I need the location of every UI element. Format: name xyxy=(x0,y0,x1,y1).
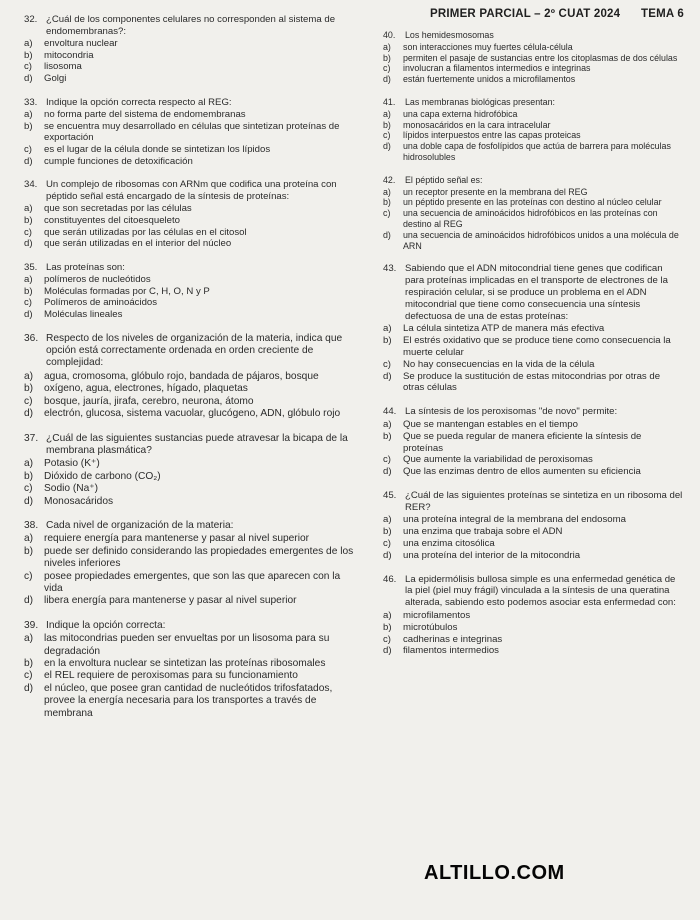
option-text: microfilamentos xyxy=(403,610,471,622)
question-item xyxy=(383,406,683,478)
question-stem xyxy=(383,574,683,609)
option-item xyxy=(383,197,683,208)
option-item xyxy=(383,454,683,466)
option-letter: c) xyxy=(383,358,391,370)
option-letter: b) xyxy=(24,214,33,226)
option-letter: c) xyxy=(383,130,391,141)
option-text: una enzima que trabaja sobre el ADN xyxy=(403,526,563,538)
option-text: un receptor presente en la membrana del REG xyxy=(403,186,588,197)
question-item xyxy=(24,333,356,421)
option-letter: a) xyxy=(24,109,33,121)
question-stem xyxy=(24,520,356,532)
option-item xyxy=(383,335,683,359)
question-number: 36. xyxy=(24,332,39,344)
option-text: Que se mantengan estables en el tiempo xyxy=(403,418,578,430)
option-item xyxy=(24,227,356,239)
option-item xyxy=(24,670,356,682)
option-item xyxy=(383,538,683,550)
question-stem xyxy=(383,97,683,108)
option-item xyxy=(24,274,356,286)
option-item xyxy=(24,156,356,168)
option-text: Monosacáridos xyxy=(44,495,114,507)
question-item xyxy=(383,97,683,163)
option-text: una secuencia de aminoácidos hidrofóbicos en las proteínas con destino al REG xyxy=(403,208,658,229)
question-item xyxy=(24,620,356,720)
option-letter: b) xyxy=(24,658,34,669)
option-letter: b) xyxy=(383,335,392,347)
option-item xyxy=(383,53,683,64)
question-text: ¿Cuál de las siguientes proteínas se sintetiza en un ribosoma del RER? xyxy=(405,489,683,513)
option-item xyxy=(383,42,683,53)
option-item xyxy=(24,215,356,227)
question-number: 32. xyxy=(24,14,38,25)
option-item xyxy=(383,466,683,478)
question-item xyxy=(24,179,356,250)
option-text: lisosoma xyxy=(44,61,82,73)
option-item xyxy=(383,208,683,230)
option-letter: a) xyxy=(24,633,34,645)
question-text: Un complejo de ribosomas con ARNm que codifica una proteína con péptido señal está encargado de la síntesis de proteínas: xyxy=(46,179,337,202)
option-letter: c) xyxy=(24,61,32,73)
option-letter: b) xyxy=(24,545,34,557)
option-letter: b) xyxy=(24,470,34,482)
question-number: 33. xyxy=(24,96,38,108)
option-text: posee propiedades emergentes, que son las que aparecen con la vida xyxy=(44,570,341,594)
question-number: 34. xyxy=(24,179,38,191)
option-text: constituyentes del citoesqueleto xyxy=(44,214,180,226)
option-item xyxy=(24,61,356,73)
option-item xyxy=(24,73,356,85)
option-list xyxy=(383,109,683,163)
question-number: 39. xyxy=(24,619,39,631)
option-item xyxy=(24,371,356,383)
option-letter: a) xyxy=(24,38,33,50)
option-list xyxy=(383,42,683,85)
option-list xyxy=(383,610,683,657)
option-list xyxy=(383,323,683,394)
option-item xyxy=(24,471,356,483)
option-item xyxy=(383,622,683,634)
option-text: las mitocondrias pueden ser envueltas por un lisosoma para su degradación xyxy=(44,633,330,657)
option-letter: c) xyxy=(24,143,32,155)
option-text: una enzima citosólica xyxy=(403,538,495,550)
question-number: 42. xyxy=(383,174,396,185)
option-text: el REL requiere de peroxisomas para su funcionamiento xyxy=(44,670,298,682)
option-letter: a) xyxy=(383,41,391,52)
option-item xyxy=(24,238,356,250)
question-stem xyxy=(24,14,356,37)
option-text: mitocondria xyxy=(44,49,94,61)
question-item xyxy=(383,175,683,252)
option-list xyxy=(24,633,356,720)
option-item xyxy=(24,396,356,408)
question-stem xyxy=(383,490,683,514)
question-number: 44. xyxy=(383,406,397,418)
option-item xyxy=(383,120,683,131)
question-stem xyxy=(24,262,356,274)
option-text: no forma parte del sistema de endomembranas xyxy=(44,109,246,121)
option-letter: c) xyxy=(24,483,33,495)
question-stem xyxy=(383,263,683,322)
right-column xyxy=(383,30,683,669)
option-item xyxy=(24,658,356,670)
option-item xyxy=(383,514,683,526)
option-item xyxy=(383,634,683,646)
question-stem xyxy=(383,175,683,186)
option-letter: c) xyxy=(383,538,391,550)
option-text: No hay consecuencias en la vida de la célula xyxy=(403,358,595,370)
option-letter: a) xyxy=(383,514,392,526)
question-stem xyxy=(383,406,683,418)
option-letter: b) xyxy=(24,49,33,61)
option-text: que serán utilizadas por las células en el citosol xyxy=(44,226,247,238)
question-number: 41. xyxy=(383,96,396,107)
option-text: Golgi xyxy=(44,72,67,84)
option-letter: d) xyxy=(383,645,392,657)
question-text: ¿Cuál de los componentes celulares no corresponden al sistema de endomembranas?: xyxy=(46,14,336,37)
option-text: una capa externa hidrofóbica xyxy=(403,108,518,119)
question-number: 46. xyxy=(383,573,397,585)
option-item xyxy=(383,187,683,198)
option-letter: b) xyxy=(24,120,33,132)
question-text: Las membranas biológicas presentan: xyxy=(405,96,555,107)
option-letter: d) xyxy=(24,309,33,321)
question-text: Indique la opción correcta respecto al REG: xyxy=(46,96,232,108)
option-text: Se produce la sustitución de estas mitocondrias por otras de otras células xyxy=(403,370,661,394)
option-list xyxy=(24,203,356,249)
option-item xyxy=(24,483,356,495)
option-text: cumple funciones de detoxificación xyxy=(44,155,193,167)
question-text: La epidermólisis bullosa simple es una enfermedad genética de la piel (piel muy frágil) vinculada a la síntesis de una queratina alterada, sabiendo esto podemos asociar esta enfermedad con: xyxy=(405,573,676,609)
question-stem xyxy=(24,433,356,458)
question-number: 43. xyxy=(383,263,397,275)
option-text: polímeros de nucleótidos xyxy=(44,274,151,286)
option-letter: b) xyxy=(383,52,391,63)
option-letter: c) xyxy=(383,454,391,466)
option-item xyxy=(24,633,356,658)
option-list xyxy=(24,458,356,508)
option-text: filamentos intermedios xyxy=(403,645,499,657)
question-stem xyxy=(24,97,356,109)
option-text: Moléculas lineales xyxy=(44,309,123,321)
option-text: están fuertemente unidos a microfilamentos xyxy=(403,74,576,85)
option-text: oxígeno, agua, electrones, hígado, plaquetas xyxy=(44,383,248,395)
option-item xyxy=(24,408,356,420)
option-letter: b) xyxy=(383,119,391,130)
option-letter: a) xyxy=(383,108,391,119)
option-text: el núcleo, que posee gran cantidad de nucleótidos trifosfatados, provee la energía necesaria para los transportes a través de membrana xyxy=(44,682,333,719)
option-letter: d) xyxy=(383,229,391,240)
option-item xyxy=(24,595,356,607)
option-list xyxy=(383,187,683,252)
question-text: La síntesis de los peroxisomas "de novo" permite: xyxy=(405,406,618,418)
option-letter: d) xyxy=(383,466,392,478)
option-text: que serán utilizadas en el interior del núcleo xyxy=(44,238,232,250)
option-item xyxy=(24,496,356,508)
option-list xyxy=(383,419,683,478)
question-text: Las proteínas son: xyxy=(46,261,125,273)
option-text: La célula sintetiza ATP de manera más efectiva xyxy=(403,323,605,335)
option-item xyxy=(24,383,356,395)
exam-title: PRIMER PARCIAL – 2º CUAT 2024 xyxy=(430,8,621,20)
option-letter: c) xyxy=(24,226,32,238)
option-item xyxy=(383,526,683,538)
option-text: envoltura nuclear xyxy=(44,38,118,50)
option-letter: c) xyxy=(383,63,391,74)
option-letter: b) xyxy=(383,526,392,538)
option-text: lípidos interpuestos entre las capas proteicas xyxy=(403,130,581,141)
option-letter: d) xyxy=(24,595,34,607)
question-item xyxy=(24,262,356,321)
option-item xyxy=(24,38,356,50)
option-text: una secuencia de aminoácidos hidrofóbicos unidos a una molécula de ARN xyxy=(403,229,679,251)
option-text: bosque, jauría, jirafa, cerebro, neurona, átomo xyxy=(44,395,254,407)
option-text: requiere energía para mantenerse y pasar al nivel superior xyxy=(44,533,310,545)
option-item xyxy=(24,286,356,298)
option-item xyxy=(383,323,683,335)
option-item xyxy=(383,359,683,371)
question-text: Indique la opción correcta: xyxy=(46,619,166,631)
option-item xyxy=(383,550,683,562)
question-text: ¿Cuál de las siguientes sustancias puede atravesar la bicapa de la membrana plasmática? xyxy=(46,432,348,456)
option-letter: d) xyxy=(383,74,391,85)
option-text: El estrés oxidativo que se produce tiene como consecuencia la muerte celular xyxy=(403,335,671,358)
option-list xyxy=(24,274,356,320)
option-item xyxy=(383,610,683,622)
option-item xyxy=(24,571,356,596)
option-item xyxy=(24,533,356,545)
option-letter: c) xyxy=(383,208,391,219)
option-text: involucran a filamentos intermedios e integrinas xyxy=(403,63,591,74)
option-letter: d) xyxy=(383,370,392,382)
option-item xyxy=(383,74,683,85)
option-text: Que aumente la variabilidad de peroxisomas xyxy=(403,454,593,466)
option-letter: d) xyxy=(24,682,34,694)
option-text: Sodio (Na⁺) xyxy=(44,483,99,495)
option-text: monosacáridos en la cara intracelular xyxy=(403,119,551,130)
option-letter: c) xyxy=(24,570,33,582)
question-stem xyxy=(24,333,356,370)
question-stem xyxy=(383,30,683,41)
question-item xyxy=(24,97,356,168)
option-item xyxy=(24,203,356,215)
option-letter: b) xyxy=(383,621,392,633)
option-letter: a) xyxy=(24,533,34,545)
option-text: puede ser definido considerando las propiedades emergentes de los niveles inferiores xyxy=(44,545,354,570)
option-item xyxy=(24,546,356,571)
option-letter: d) xyxy=(24,238,33,250)
option-text: Polímeros de aminoácidos xyxy=(44,297,158,309)
option-list xyxy=(24,109,356,167)
question-text: Respecto de los niveles de organización de la materia, indica que opción está correctamente ordenada en orden creciente de complejidad: xyxy=(46,332,343,369)
option-letter: a) xyxy=(24,370,34,382)
option-letter: c) xyxy=(24,670,33,682)
option-item xyxy=(24,297,356,309)
option-letter: d) xyxy=(383,141,391,152)
option-text: Moléculas formadas por C, H, O, N y P xyxy=(44,285,210,297)
option-text: que son secretadas por las células xyxy=(44,203,192,215)
option-letter: a) xyxy=(24,274,33,286)
option-letter: c) xyxy=(24,297,32,309)
option-text: libera energía para mantenerse y pasar al nivel superior xyxy=(44,595,297,607)
question-number: 45. xyxy=(383,489,397,501)
watermark: ALTILLO.COM xyxy=(424,862,565,884)
option-item xyxy=(24,458,356,470)
option-letter: d) xyxy=(24,155,33,167)
option-text: Que se pueda regular de manera eficiente la síntesis de proteínas xyxy=(403,430,642,454)
option-letter: b) xyxy=(24,383,34,395)
question-item xyxy=(24,14,356,85)
page-header xyxy=(430,8,684,20)
option-item xyxy=(24,683,356,720)
option-text: microtúbulos xyxy=(403,621,458,633)
question-text: Cada nivel de organización de la materia: xyxy=(46,519,234,531)
option-text: es el lugar de la célula donde se sintetizan los lípidos xyxy=(44,143,271,155)
question-number: 40. xyxy=(383,30,396,40)
option-letter: d) xyxy=(24,72,33,84)
option-item xyxy=(383,130,683,141)
option-list xyxy=(383,514,683,561)
option-letter: d) xyxy=(383,549,392,561)
option-letter: a) xyxy=(383,418,392,430)
option-letter: b) xyxy=(24,285,33,297)
option-letter: b) xyxy=(383,430,392,442)
option-letter: c) xyxy=(24,395,33,407)
option-text: agua, cromosoma, glóbulo rojo, bandada de pájaros, bosque xyxy=(44,370,319,382)
option-item xyxy=(24,121,356,144)
option-text: permiten el pasaje de sustancias entre los citoplasmas de dos células xyxy=(403,52,678,63)
option-text: Potasio (K⁺) xyxy=(44,458,100,470)
option-text: son interacciones muy fuertes célula-célula xyxy=(403,41,573,52)
left-column xyxy=(24,14,356,732)
question-item xyxy=(383,574,683,658)
option-list xyxy=(24,371,356,421)
option-text: cadherinas e integrinas xyxy=(403,633,503,645)
option-item xyxy=(383,371,683,395)
question-number: 37. xyxy=(24,432,39,444)
option-text: electrón, glucosa, sistema vacuolar, glucógeno, ADN, glóbulo rojo xyxy=(44,408,341,420)
option-text: en la envoltura nuclear se sintetizan las proteínas ribosomales xyxy=(44,658,326,669)
question-text: El péptido señal es: xyxy=(405,174,483,185)
option-text: se encuentra muy desarrollado en células que sintetizan proteínas de exportación xyxy=(44,120,340,144)
question-text: Sabiendo que el ADN mitocondrial tiene genes que codifican para proteínas implicadas en el transporte de electrones de la respiración celular, si se produce un problema en el ADN mitocondrial que tiene como consecuencia una síntesis defectuosa de una de estas proteínas: xyxy=(405,263,668,322)
question-text: Los hemidesmosomas xyxy=(405,30,494,40)
question-item xyxy=(383,490,683,562)
option-text: Que las enzimas dentro de ellos aumenten su eficiencia xyxy=(403,466,641,478)
option-text: Dióxido de carbono (CO₂) xyxy=(44,470,161,482)
option-item xyxy=(24,144,356,156)
option-text: un péptido presente en las proteínas con destino al núcleo celular xyxy=(403,197,662,208)
option-letter: b) xyxy=(383,197,391,208)
option-item xyxy=(383,63,683,74)
option-item xyxy=(24,309,356,321)
option-item xyxy=(24,50,356,62)
option-item xyxy=(383,230,683,252)
option-letter: a) xyxy=(24,203,33,215)
option-text: una doble capa de fosfolípidos que actúa de barrera para moléculas hidrosolubles xyxy=(403,141,671,162)
option-letter: a) xyxy=(383,186,391,197)
option-text: una proteína integral de la membrana del endosoma xyxy=(403,514,626,526)
question-stem xyxy=(24,179,356,202)
question-number: 35. xyxy=(24,261,38,273)
question-number: 38. xyxy=(24,519,39,531)
option-item xyxy=(24,109,356,121)
question-item xyxy=(24,433,356,508)
option-letter: a) xyxy=(24,458,34,470)
option-item xyxy=(383,141,683,163)
option-text: una proteína del interior de la mitocondria xyxy=(403,549,581,561)
option-letter: a) xyxy=(383,323,392,335)
option-item xyxy=(383,419,683,431)
question-item xyxy=(24,520,356,608)
question-item xyxy=(383,30,683,85)
option-letter: d) xyxy=(24,495,34,507)
option-item xyxy=(383,431,683,455)
option-letter: a) xyxy=(383,610,392,622)
question-item xyxy=(383,263,683,394)
option-letter: c) xyxy=(383,633,391,645)
option-item xyxy=(383,109,683,120)
exam-tema: TEMA 6 xyxy=(641,8,684,20)
option-letter: d) xyxy=(24,408,34,420)
question-stem xyxy=(24,620,356,632)
option-list xyxy=(24,38,356,84)
option-list xyxy=(24,533,356,607)
option-item xyxy=(383,645,683,657)
